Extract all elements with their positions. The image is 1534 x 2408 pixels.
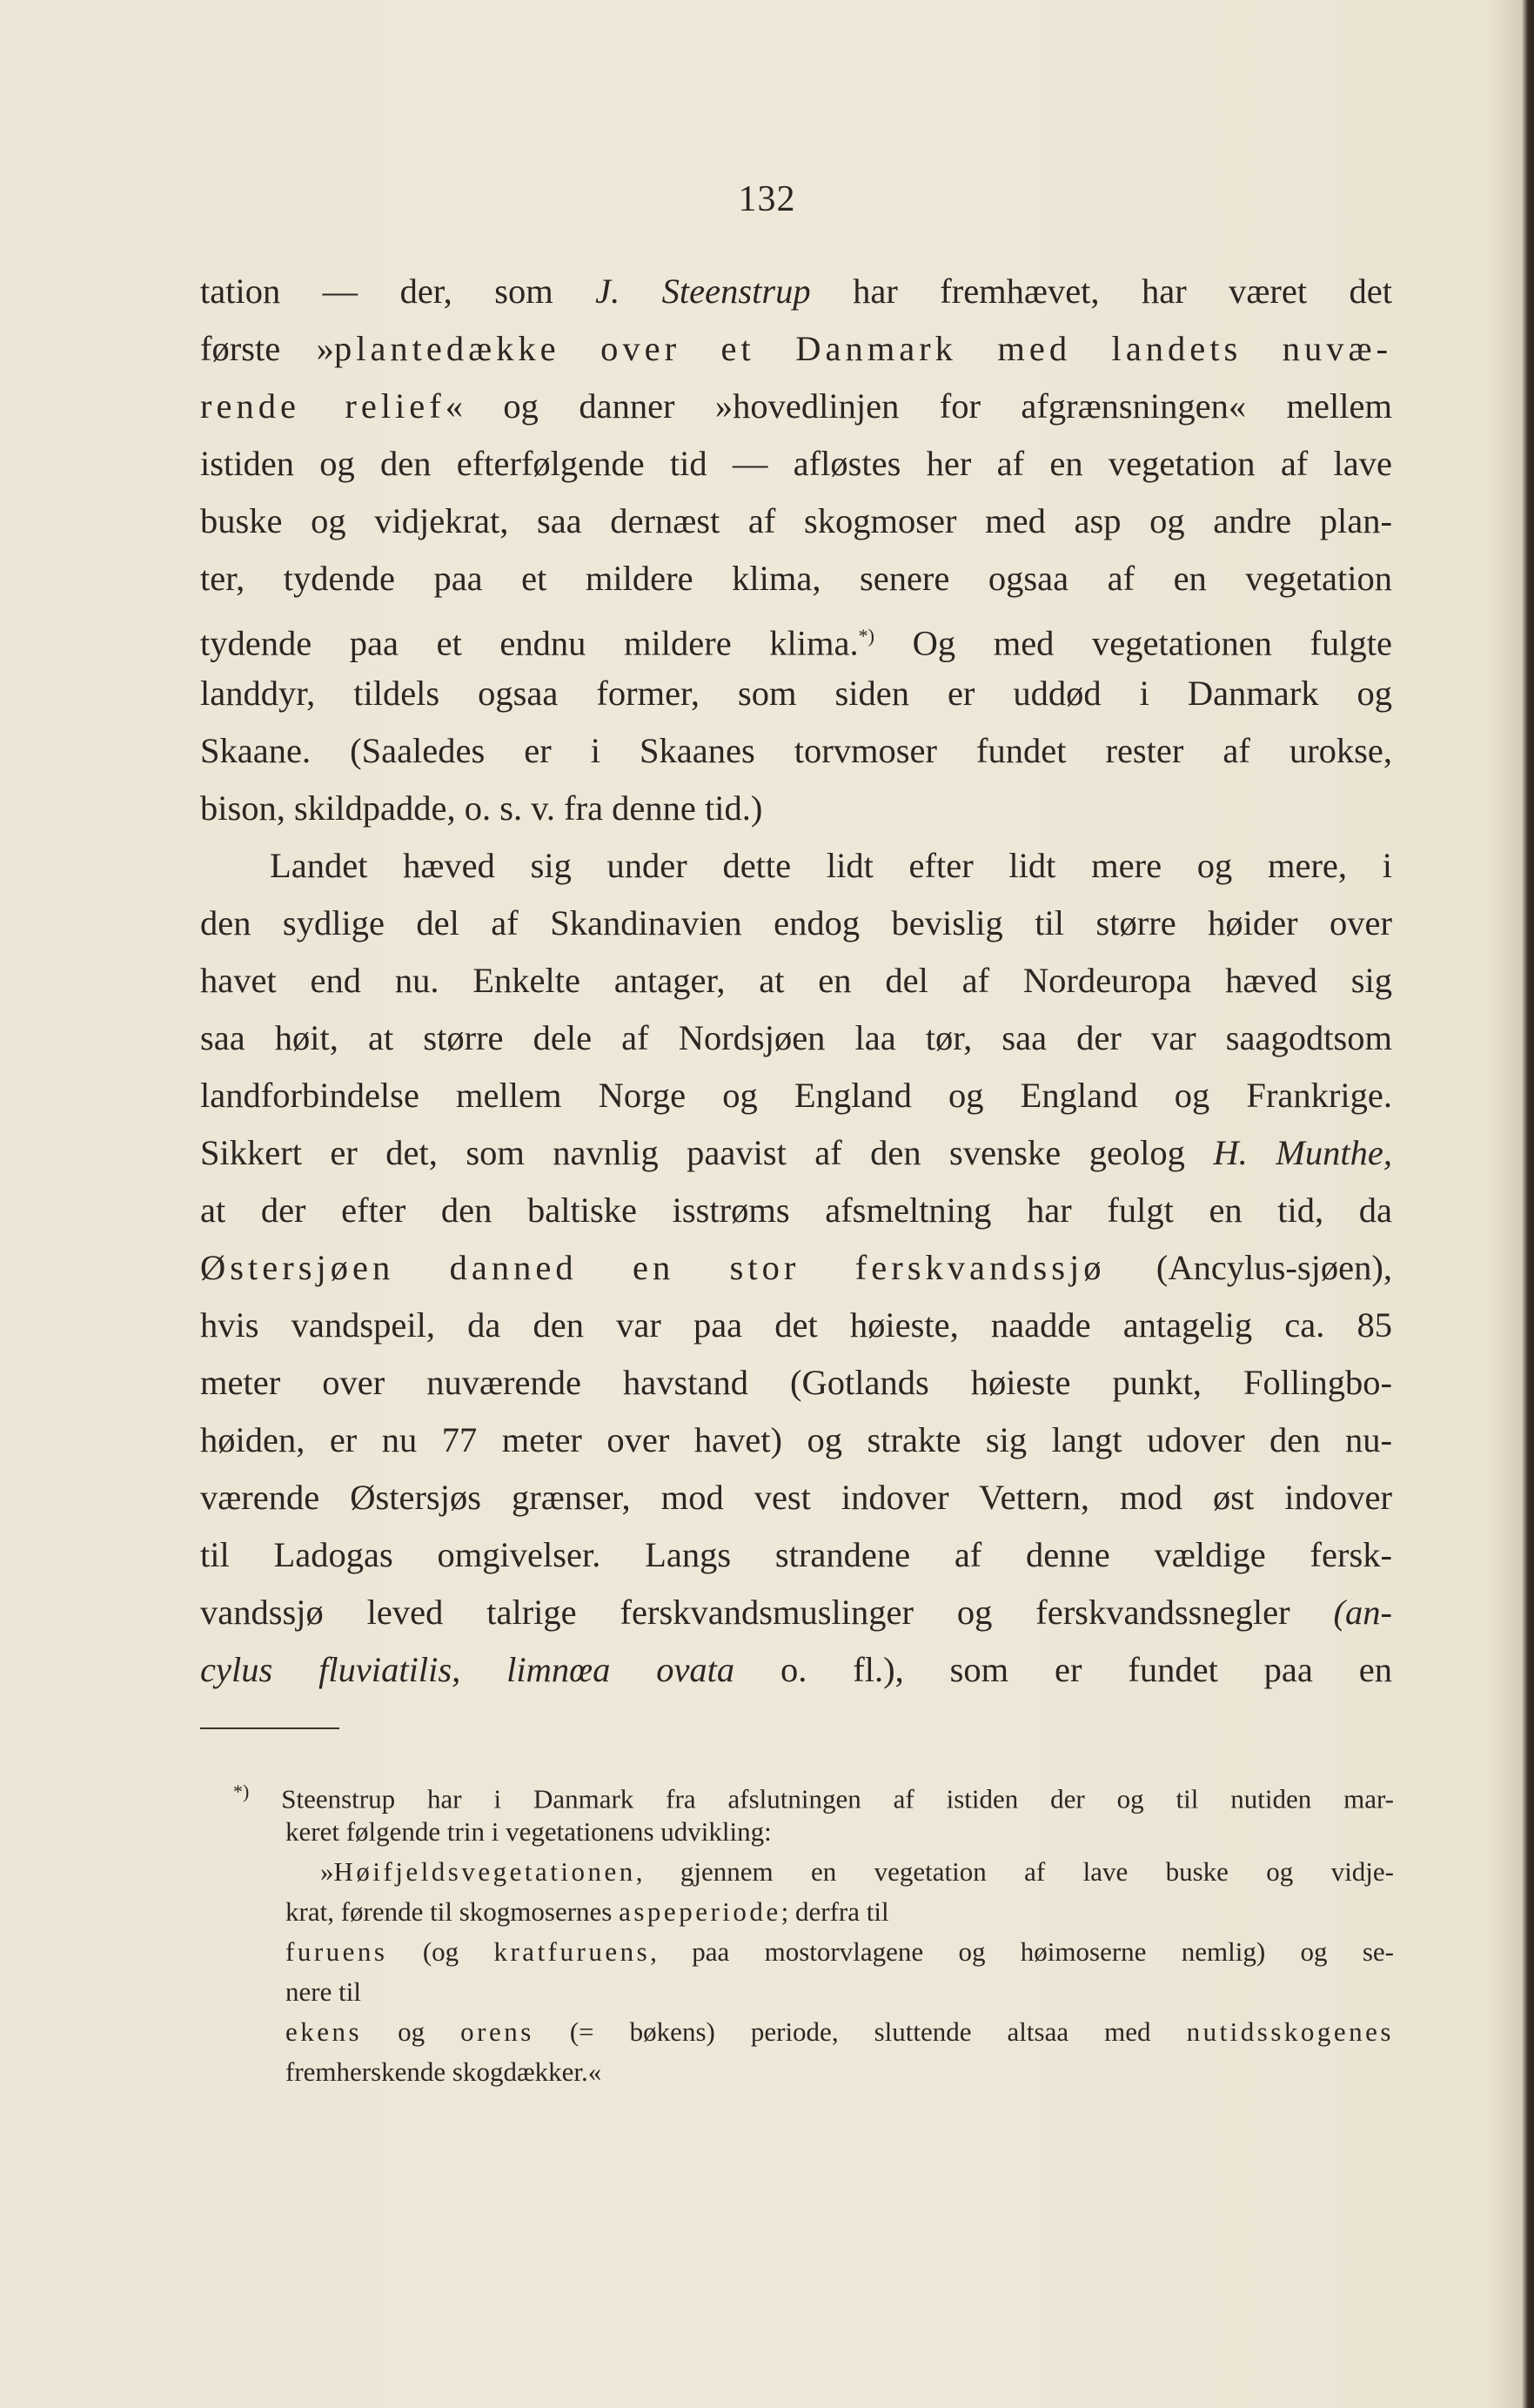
text-line: meter over nuværende havstand (Gotlands høieste punkt, Follingbo-: [200, 1363, 1392, 1402]
text-line: [200, 1239, 1392, 1297]
footnote-reference: *): [858, 625, 874, 647]
species-name: cylus fluviatilis, limnœa ovata: [200, 1650, 735, 1689]
text-line: den sydlige del af Skandinavien endog bevislig til større høider over: [200, 903, 1392, 942]
spaced-text: orens: [460, 2016, 534, 2047]
text-run: krat, førende til skogmosernes: [285, 1896, 620, 1927]
text-line: bison, skildpadde, o. s. v. fra denne tid.): [200, 788, 763, 828]
spaced-text: rende relief: [200, 386, 445, 426]
text-line: [200, 607, 1392, 665]
text-run: »: [320, 1856, 334, 1887]
spaced-text: Høifjeldsvegetationen: [333, 1856, 636, 1887]
text-run: vandssjø leved talrige ferskvandsmuslinger og ferskvandssnegler: [200, 1593, 1334, 1632]
text-line: landdyr, tildels ogsaa former, som siden er uddød i Danmark og: [200, 674, 1392, 713]
footnote-line: [233, 1932, 1394, 1972]
text-run: ; derfra til: [780, 1896, 889, 1927]
footnote-line: [233, 1852, 1394, 1892]
text-run: « og danner »hovedlinjen for afgrænsningen« mellem: [445, 386, 1392, 426]
text-run: har fremhævet, har været det: [810, 272, 1392, 311]
text-line: til Ladogas omgivelser. Langs strandene af denne vældige fersk-: [200, 1535, 1392, 1574]
text-run: og: [362, 2016, 461, 2047]
text-run: o. fl.), som er fundet paa en: [734, 1650, 1392, 1689]
footnote: [233, 1772, 1394, 2092]
footnote-divider: [200, 1727, 339, 1729]
text-line: høiden, er nu 77 meter over havet) og strakte sig langt udover den nu-: [200, 1420, 1392, 1459]
footnote-line: [233, 1772, 1394, 1812]
footnote-line: nere til: [285, 1976, 361, 2007]
footnote-line: fremherskende skogdækker.«: [285, 2056, 602, 2087]
text-run: Og med vegetationen fulgte: [874, 623, 1392, 663]
text-run: tydende paa et endnu mildere klima.: [200, 623, 859, 663]
text-line: Landet hæved sig under dette lidt efter lidt mere og mere, i: [270, 846, 1392, 885]
footnote-marker: *): [233, 1781, 250, 1802]
text-line: havet end nu. Enkelte antager, at en del af Nordeuropa hæved sig: [200, 961, 1392, 1000]
footnote-line: keret følgende trin i vegetationens udvikling:: [285, 1816, 772, 1847]
text-line: [200, 378, 1392, 435]
text-run: (og: [387, 1936, 494, 1967]
main-text: [200, 263, 1392, 1699]
footnote-line: [233, 1892, 1394, 1932]
text-run: (Ancylus-sjøen),: [1105, 1248, 1392, 1287]
text-line: [200, 1124, 1392, 1182]
text-line: ter, tydende paa et mildere klima, senere ogsaa af en vegetation: [200, 559, 1392, 598]
page-number: 132: [738, 179, 796, 219]
spaced-text: Østersjøen danned en stor ferskvandssjø: [200, 1248, 1106, 1287]
spaced-text: furuens: [285, 1936, 388, 1967]
text-line: hvis vandspeil, da den var paa det høieste, naadde antagelig ca. 85: [200, 1305, 1392, 1345]
spaced-text: plantedække over et Danmark med landets nuvæ-: [333, 329, 1392, 368]
text-line: [200, 320, 1392, 378]
text-line: istiden og den efterfølgende tid — afløstes her af en vegetation af lave: [200, 444, 1392, 483]
author-name: J. Steenstrup: [595, 272, 811, 311]
text-line: [200, 1641, 1392, 1699]
text-line: saa høit, at større dele af Nordsjøen laa tør, saa der var saagodtsom: [200, 1018, 1392, 1057]
text-line: at der efter den baltiske isstrøms afsmeltning har fulgt en tid, da: [200, 1191, 1392, 1230]
footnote-line: [233, 2012, 1394, 2052]
text-line: [200, 263, 1392, 320]
text-run: første »: [200, 329, 334, 368]
text-run: , paa mostorvlagene og høimoserne nemlig) og se-: [650, 1936, 1394, 1967]
text-line: værende Østersjøs grænser, mod vest indover Vettern, mod øst indover: [200, 1478, 1392, 1517]
spaced-text: kratfuruens: [493, 1936, 651, 1967]
text-line: buske og vidjekrat, saa dernæst af skogmoser med asp og andre plan-: [200, 501, 1392, 540]
text-line: [200, 1584, 1392, 1641]
text-run: (= bøkens) periode, sluttende altsaa med: [533, 2016, 1187, 2047]
text-run: Sikkert er det, som navnlig paavist af den svenske geolog: [200, 1133, 1214, 1172]
text-line: Skaane. (Saaledes er i Skaanes torvmoser fundet rester af urokse,: [200, 731, 1392, 770]
spaced-text: ekens: [285, 2016, 363, 2047]
spaced-text: aspeperiode: [619, 1896, 781, 1927]
text-run: , gjennem en vegetation af lave buske og vidje-: [635, 1856, 1394, 1887]
species-name: (an-: [1333, 1593, 1392, 1632]
author-name: H. Munthe,: [1213, 1133, 1392, 1172]
text-run: tation — der, som: [200, 272, 596, 311]
spaced-text: nutidsskogenes: [1186, 2016, 1394, 2047]
text-line: landforbindelse mellem Norge og England og England og Frankrige.: [200, 1076, 1392, 1115]
text-run: Steenstrup har i Danmark fra afslutningen af istiden der og til nutiden mar-: [281, 1783, 1394, 1814]
